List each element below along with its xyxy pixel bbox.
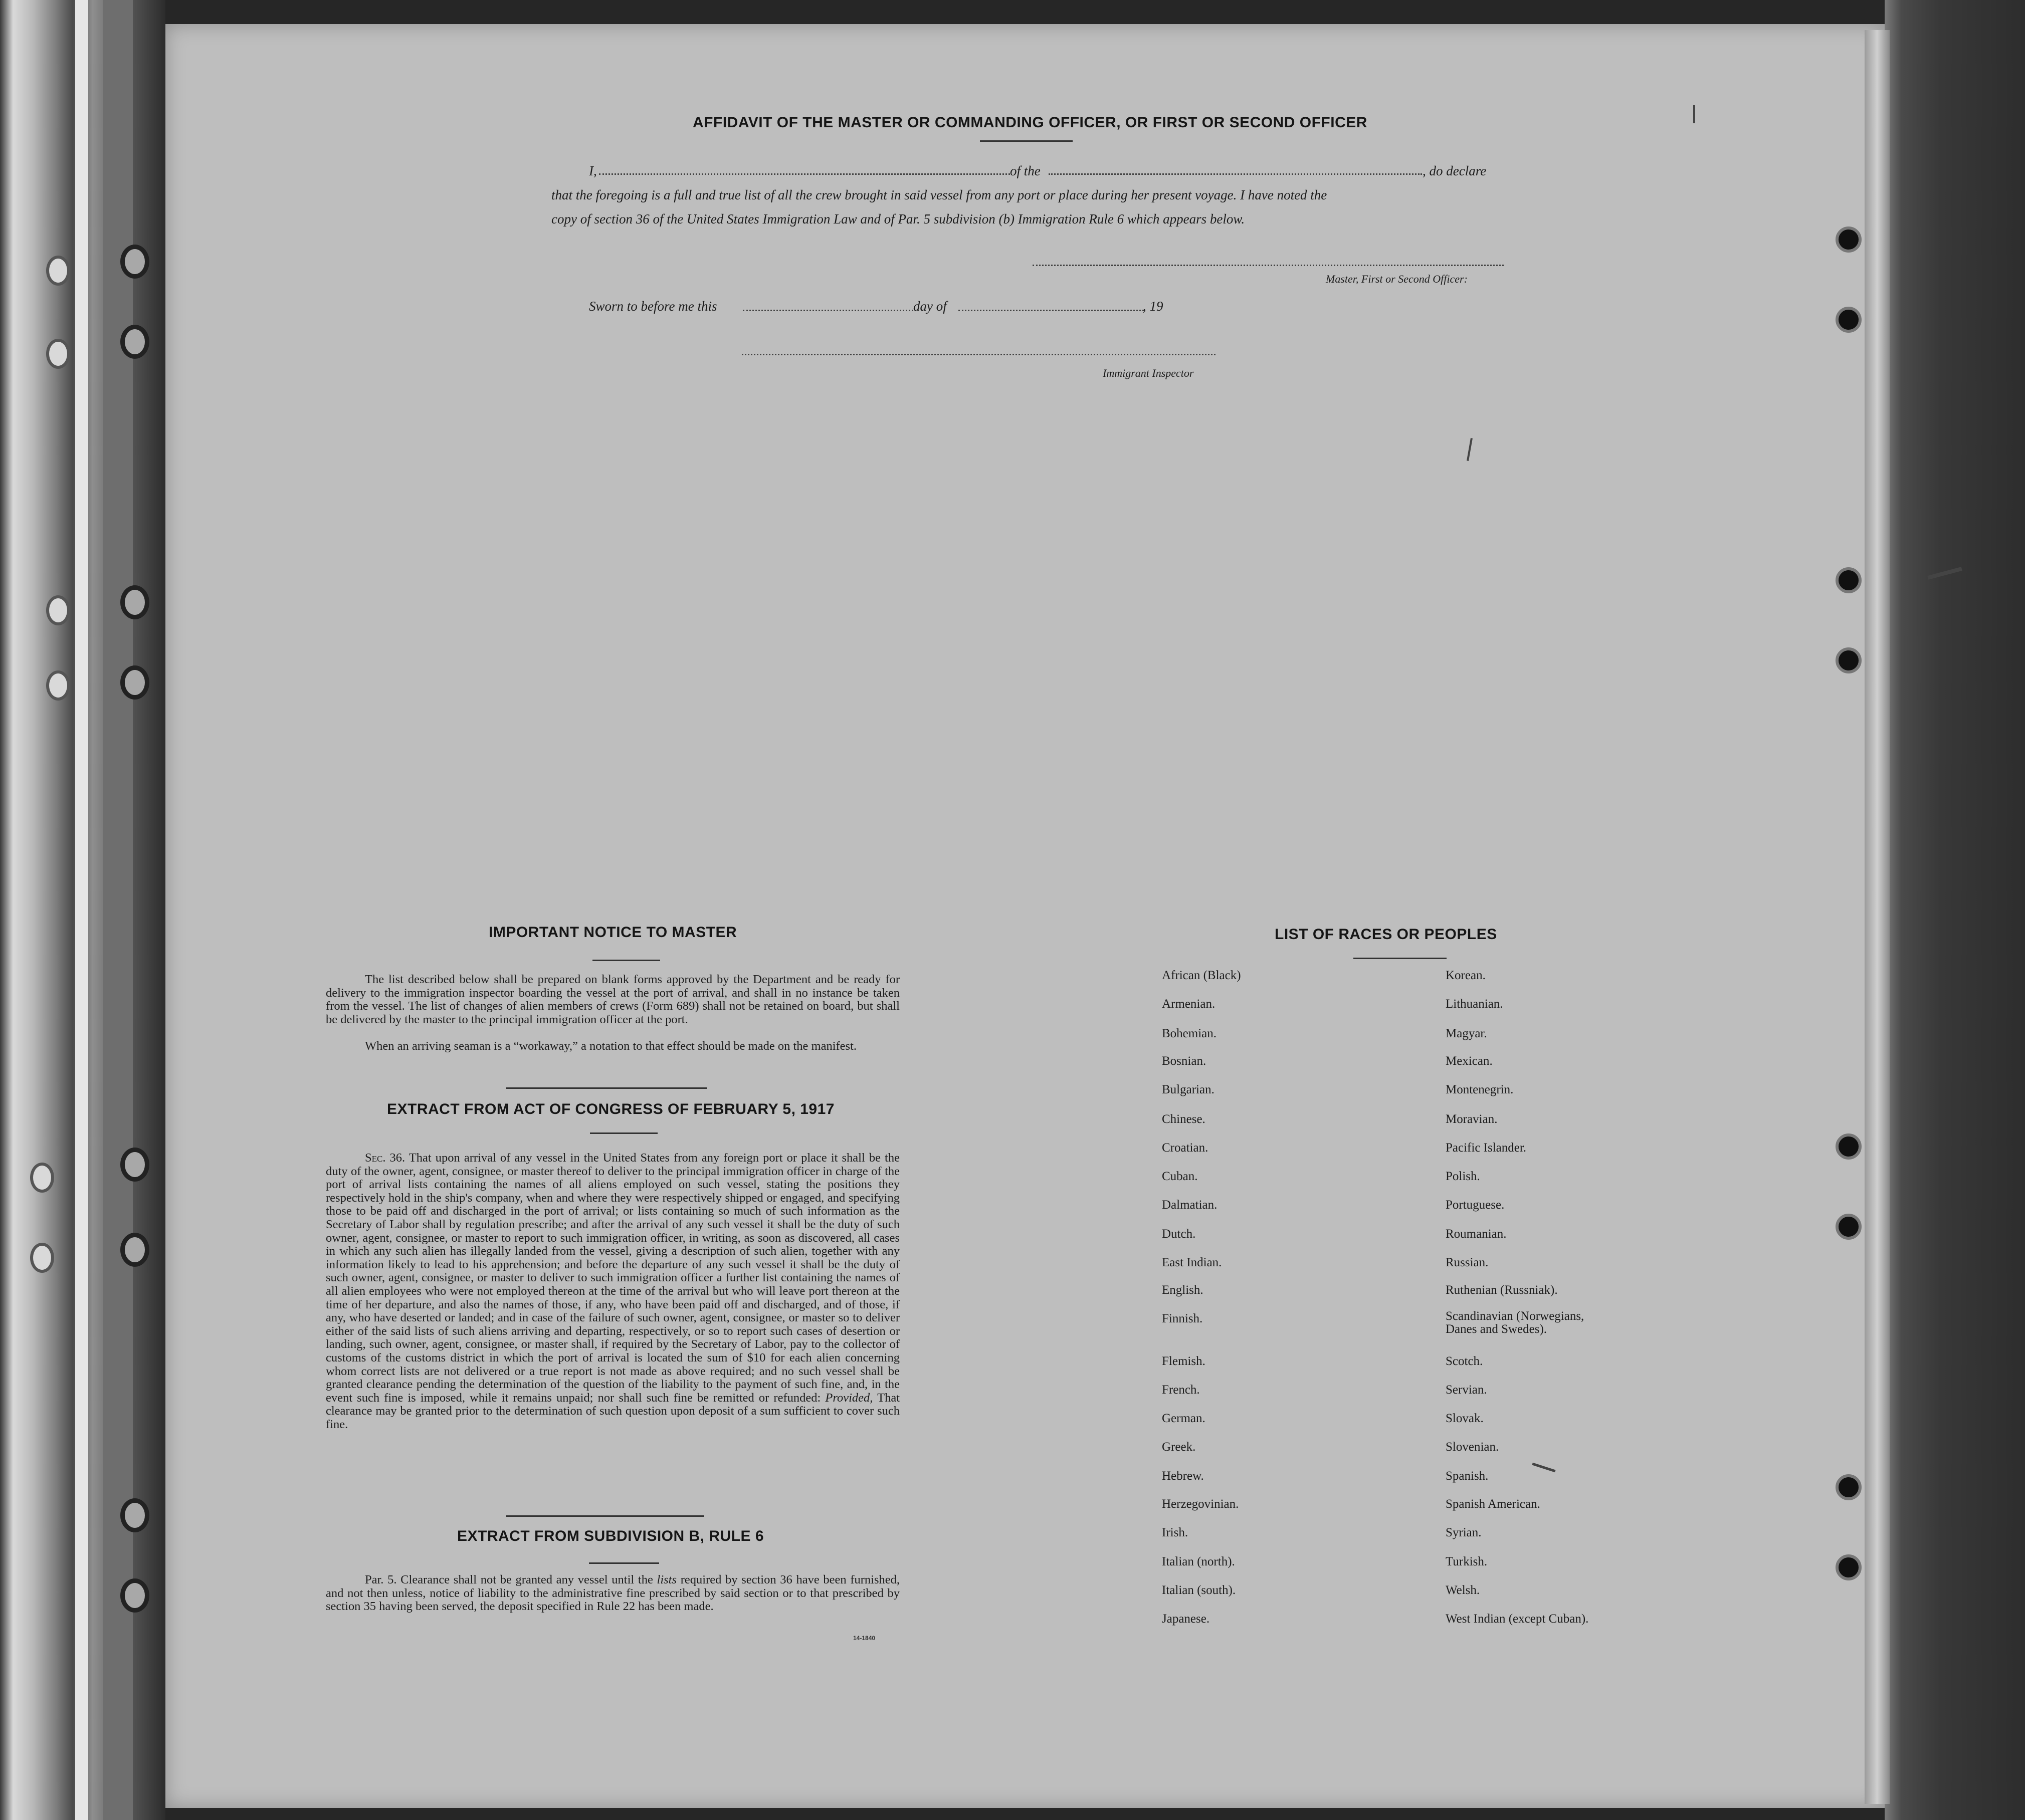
binder-hole (30, 1243, 54, 1273)
rule-extract-title: EXTRACT FROM SUBDIVISION B, RULE 6 (457, 1528, 764, 1544)
race-item: Polish. (1446, 1170, 1480, 1183)
act-section-36 (326, 1152, 900, 1431)
rule-paragraph-5 (326, 1573, 900, 1614)
race-item: Finnish. (1162, 1312, 1203, 1325)
race-item: Syrian. (1446, 1526, 1482, 1539)
race-item: Herzegovinian. (1162, 1497, 1239, 1511)
year-label: , 19 (1143, 299, 1163, 314)
race-item: Cuban. (1162, 1170, 1198, 1183)
rule-extract-rule (589, 1562, 659, 1564)
race-item: Hebrew. (1162, 1469, 1204, 1483)
race-item: Slovenian. (1446, 1440, 1499, 1454)
race-item: Welsh. (1446, 1583, 1480, 1597)
binder-hole (120, 325, 149, 359)
rule-lists-word: lists (657, 1573, 677, 1586)
form-number: 14-1840 (853, 1635, 876, 1642)
act-section-text: That upon arrival of any vessel in the United States from any foreign port or place it shall be the duty of the owner, agent, consignee, or master thereof to deliver to the principal immigration officer in charge of the port of arrival lists containing the names of all aliens employed on such vessel, stating the positions they respectively hold in the ship's company, when and where they were respectively shipped or engaged, and specifying those to be paid off and discharged in the port of arrival; or lists containing so much of such information as the Secretary of Labor shall by regulation prescribe; and after the arrival of any such vessel it shall be the duty of such owner, agent, consignee, or master to report to such immigration officer, in writing, as soon as discovered, all cases in which any such alien has illegally landed from the vessel, giving a description of such alien, together with any information likely to lead to his apprehension; and before the departure of any such vessel it shall be the duty of such owner, agent, consignee, or master to deliver to such immigration officer a further list containing the names of all alien employees who were not employed thereon at the time of the arrival but who will leave port thereon at the time of her departure, and also the names of those, if any, who have been paid off and discharged, and of those, if any, who have deserted or landed; and in case of the failure of such owner, agent, consignee, or master so to deliver either of the said lists of such aliens arriving and departing, respectively, or so to report such cases of desertion or landing, such owner, agent, consignee, or master shall, if required by the Secretary of Labor, pay to the collector of customs of the customs district in which the port of arrival is located the sum of $10 for each alien concerning whom correct lists are not delivered or a true report is not made as above required; and no such vessel shall be granted clearance pending the determination of the question of the liability to the payment of such fine, and, in the event such fine is imposed, while it remains unpaid; nor shall such fine be remitted or refunded: (326, 1151, 900, 1405)
sworn-day-line (743, 310, 913, 311)
act-section-label: Sec. 36. (365, 1151, 406, 1165)
page-punch-hole (1836, 1133, 1862, 1160)
affidavit-line-3: copy of section 36 of the United States Immigration Law and of Par. 5 subdivision (b) Immigration Rule 6 which appears below. (551, 211, 1245, 226)
page-punch-hole (1836, 226, 1862, 253)
binder-hole (30, 1163, 54, 1193)
inspector-line (742, 354, 1216, 355)
affidavit-name-line (599, 173, 1010, 175)
page-punch-hole (1836, 307, 1862, 333)
notice-title-rule (592, 960, 660, 961)
race-item: Slovak. (1446, 1412, 1484, 1425)
binder-hole (46, 256, 70, 286)
binder-hole (120, 665, 149, 700)
affidavit-do-declare: , do declare (1423, 163, 1487, 178)
act-extract-title: EXTRACT FROM ACT OF CONGRESS OF FEBRUARY 5, 1917 (387, 1101, 835, 1117)
race-item: West Indian (except Cuban). (1446, 1612, 1589, 1626)
race-item: Spanish. (1446, 1469, 1489, 1483)
binder-hole (120, 1498, 149, 1532)
act-extract-rule (590, 1132, 658, 1134)
page-punch-hole (1836, 1474, 1862, 1500)
race-item: Japanese. (1162, 1612, 1210, 1626)
affidavit-vessel-line (1049, 173, 1422, 175)
sworn-month-line (958, 310, 1144, 311)
notice-title: IMPORTANT NOTICE TO MASTER (489, 924, 737, 941)
inspector-caption: Immigrant Inspector (1103, 367, 1194, 379)
race-item: French. (1162, 1383, 1200, 1397)
page-punch-hole (1836, 1554, 1862, 1580)
race-item: Italian (north). (1162, 1555, 1235, 1568)
signature-line (1033, 265, 1504, 266)
page-edge (1865, 30, 1890, 1804)
race-item: Dutch. (1162, 1227, 1196, 1241)
page-punch-hole (1836, 647, 1862, 673)
race-item: Turkish. (1446, 1555, 1488, 1568)
race-item: Dalmatian. (1162, 1198, 1218, 1212)
race-item: Scotch. (1446, 1354, 1483, 1368)
affidavit-i-label: I, (589, 163, 597, 178)
race-item: Portuguese. (1446, 1198, 1505, 1212)
binder-hole (120, 1233, 149, 1267)
race-item: Mexican. (1446, 1054, 1493, 1068)
race-item: Bosnian. (1162, 1054, 1206, 1068)
race-item: Korean. (1446, 969, 1486, 982)
race-item: Roumanian. (1446, 1227, 1507, 1241)
race-item: Irish. (1162, 1526, 1188, 1539)
race-item: Spanish American. (1446, 1497, 1540, 1511)
race-item: Greek. (1162, 1440, 1196, 1454)
binder-hole (46, 670, 70, 701)
notice-paragraph-2: When an arriving seaman is a “workaway,” a notation to that effect should be made on the manifest. (365, 1039, 857, 1053)
race-item: Ruthenian (Russniak). (1446, 1283, 1558, 1297)
scan-mark (1693, 105, 1695, 123)
race-item: Lithuanian. (1446, 997, 1503, 1011)
race-item: Moravian. (1446, 1112, 1498, 1126)
race-item: Scandinavian (Norwegians, Danes and Swedes). (1446, 1309, 1584, 1336)
affidavit-line-2: that the foregoing is a full and true list of all the crew brought in said vessel from any port or place during her present voyage. I have noted the (551, 187, 1327, 202)
act-provided-label: Provided, (825, 1391, 873, 1405)
act-extract-rule-top (506, 1087, 707, 1089)
affidavit-of-the-label: of the (1010, 163, 1041, 178)
binder-hole (46, 339, 70, 369)
races-title: LIST OF RACES OR PEOPLES (1275, 926, 1497, 943)
race-item: Pacific Islander. (1446, 1141, 1527, 1155)
race-item: Montenegrin. (1446, 1083, 1514, 1096)
signature-caption: Master, First or Second Officer: (1326, 273, 1468, 285)
race-item: English. (1162, 1283, 1203, 1297)
binder-right-edge (1885, 0, 2025, 1820)
page-punch-hole (1836, 1214, 1862, 1240)
race-item: Chinese. (1162, 1112, 1205, 1126)
day-of-label: day of (913, 299, 947, 314)
sworn-label: Sworn to before me this (589, 299, 717, 314)
race-item: Armenian. (1162, 997, 1216, 1011)
race-item: Bohemian. (1162, 1027, 1217, 1040)
binder-strip (75, 0, 88, 1820)
race-item: African (Black) (1162, 969, 1241, 982)
race-item: Italian (south). (1162, 1583, 1236, 1597)
races-title-rule (1353, 958, 1447, 959)
binder-hole (120, 585, 149, 619)
binder-hole (120, 245, 149, 279)
page-punch-hole (1836, 567, 1862, 593)
rule-par-end: required by section 36 have been furnished, and not then unless, notice of liability to the administrative fine prescribed by said section or to that prescribed by section 35 having been served, the deposit specified in Rule 22 has been made. (326, 1573, 900, 1614)
race-item: East Indian. (1162, 1256, 1222, 1269)
race-item: Croatian. (1162, 1141, 1208, 1155)
binder-hole (46, 595, 70, 625)
binder-hole (120, 1578, 149, 1613)
race-item: Magyar. (1446, 1027, 1487, 1040)
race-item: Russian. (1446, 1256, 1489, 1269)
manifest-page (165, 24, 1885, 1808)
binder-hole (120, 1148, 149, 1182)
race-item: German. (1162, 1412, 1205, 1425)
rule-extract-rule-top (506, 1515, 704, 1517)
race-item: Flemish. (1162, 1354, 1205, 1368)
race-item: Bulgarian. (1162, 1083, 1214, 1096)
race-item: Servian. (1446, 1383, 1487, 1397)
act-section-text-end: That clearance may be granted prior to the determination of such question upon deposit of a sum sufficient to cover such fine. (326, 1391, 900, 1431)
affidavit-title-rule (980, 140, 1073, 142)
notice-paragraph-1: The list described below shall be prepared on blank forms approved by the Department and be ready for delivery to the immigration inspector boarding the vessel at the port of arrival, and shall in no instance be taken from the vessel. The list of changes of alien members of crews (Form 689) shall not be retained on board, but shall be delivered by the master to the principal immigration officer at the port. (326, 973, 900, 1026)
affidavit-title: AFFIDAVIT OF THE MASTER OR COMMANDING OFFICER, OR FIRST OR SECOND OFFICER (693, 114, 1367, 131)
rule-par-start: Par. 5. Clearance shall not be granted any vessel until the (365, 1573, 653, 1586)
